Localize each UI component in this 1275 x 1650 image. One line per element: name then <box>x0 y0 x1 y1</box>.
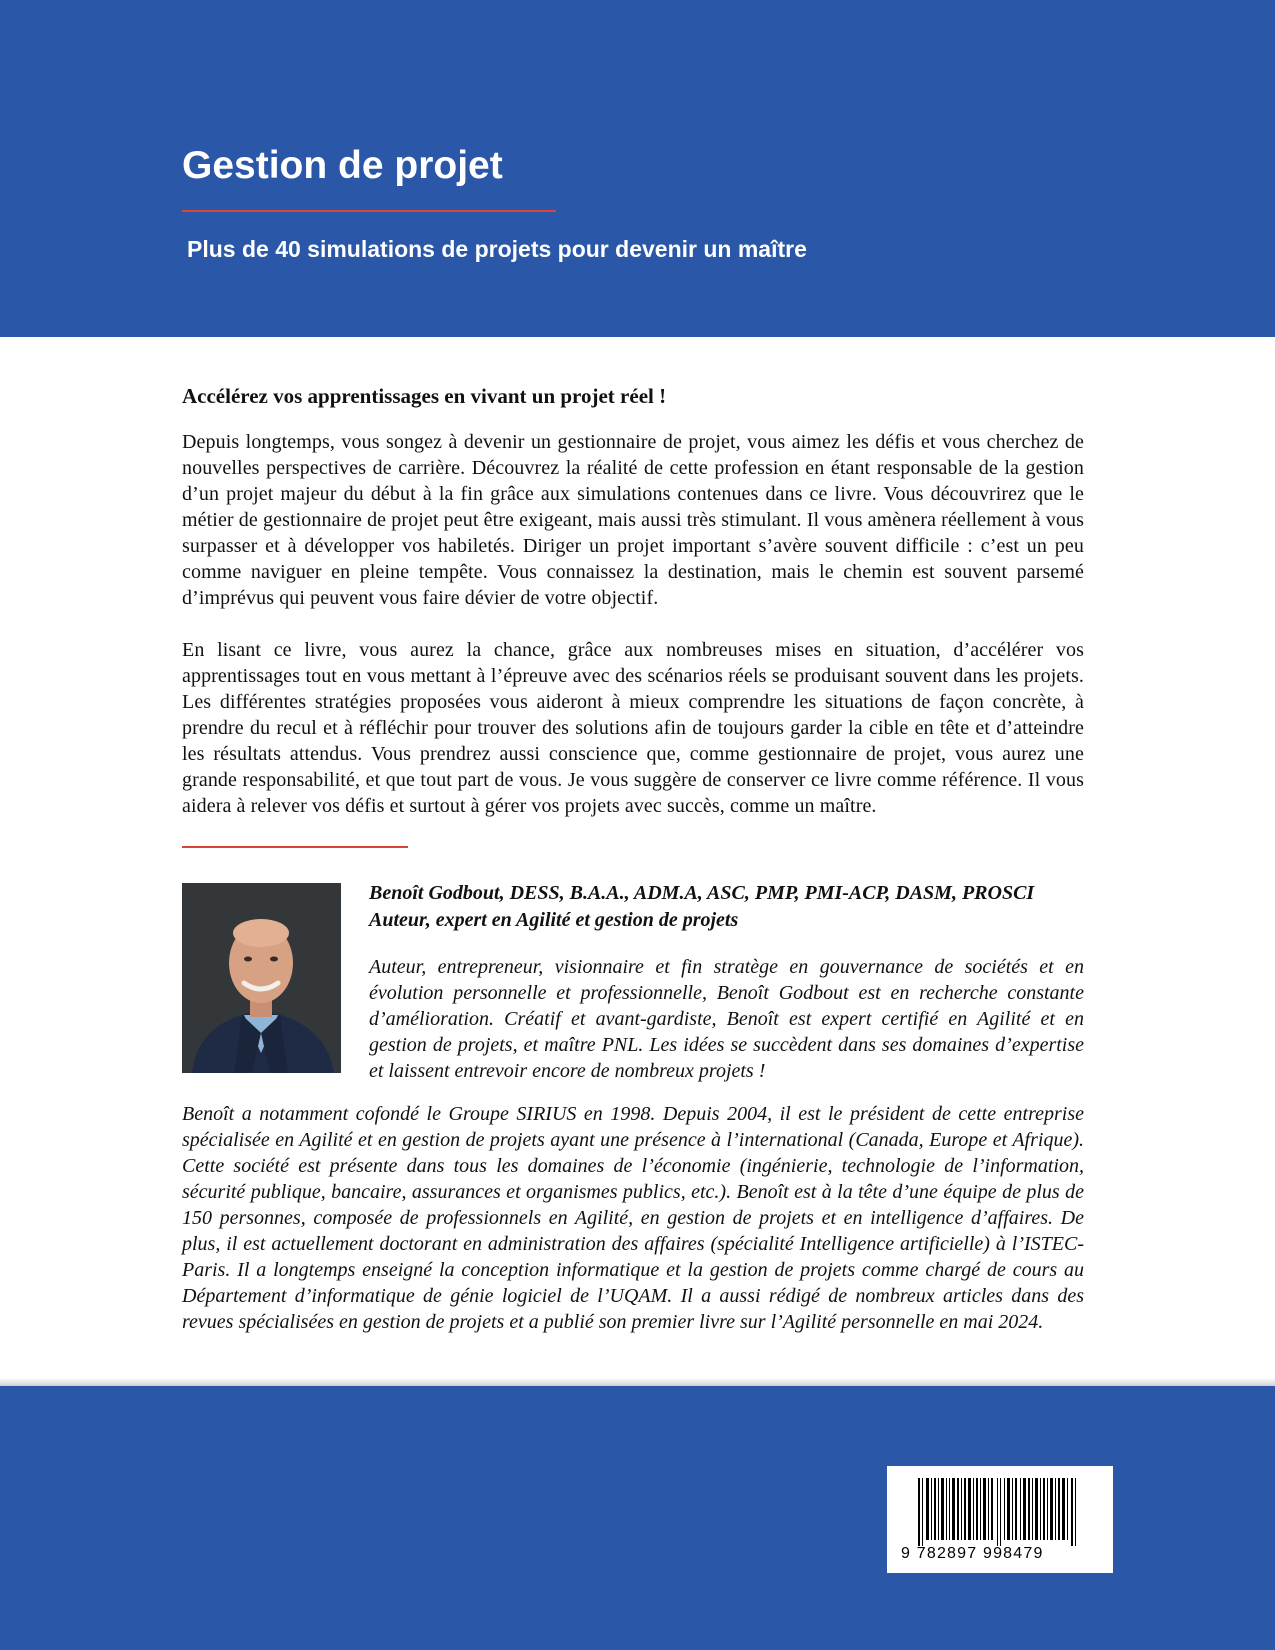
section-divider <box>182 846 408 848</box>
author-bio-short: Auteur, entrepreneur, visionnaire et fin stratège en gouvernance de sociétés et en évolution personnelle et professionnelle, Benoît Godbout est en recherche constante d’amélioration. Créatif et avant-gardiste, Benoît est expert certifié en Agilité et en gestion de projets, et maître PNL. Les idées se succèdent dans ses domaines d’expertise et laissent entrevoir encore de nombreux projets ! <box>369 956 1084 1082</box>
author-bio-long: Benoît a notamment cofondé le Groupe SIRIUS en 1998. Depuis 2004, il est le président de cette entreprise spécialisée en Agilité et en gestion de projets ayant une présence à l’international (Canada, Europe et Afrique). Cette société est présente dans tous les domaines de l’économie (ingénierie, technologie de l’information, sécurité publique, bancaire, assurances et organismes publics, etc.). Benoît est à la tête d’une équipe de plus de 150 personnes, composée de professionnels en Agilité, en gestion de projets et en intelligence d’affaires. De plus, il est actuellement doctorant en administration des affaires (spécialité Intelligence artificielle) à l’ISTEC-Paris. Il a longtemps enseigné la conception informatique et la gestion de projets comme chargé de cours au Département d’informatique de génie logiciel de l’UQAM. Il a aussi rédigé de nombreux articles dans des revues spécialisées en gestion de projets et a publié son premier livre sur l’Agilité personnelle en mai 2024. <box>182 1103 1084 1333</box>
footer-shadow <box>0 1378 1275 1386</box>
author-portrait-illustration <box>182 883 341 1073</box>
book-subtitle: Plus de 40 simulations de projets pour devenir un maître <box>187 236 807 262</box>
author-photo <box>182 883 341 1073</box>
book-title: Gestion de projet <box>182 144 503 187</box>
isbn-barcode <box>887 1466 1113 1573</box>
description-paragraph-1: Depuis longtemps, vous songez à devenir un gestionnaire de projet, vous aimez les défis et vous cherchez de nouvelles perspectives de carrière. Découvrez la réalité de cette profession en étant responsable de la gestion d’un projet majeur du début à la fin grâce aux simulations contenues dans ce livre. Vous découvrirez que le métier de gestionnaire de projet peut être exigeant, mais aussi très stimulant. Il vous amènera réellement à vous surpasser et à développer vos habiletés. Diriger un projet important s’avère souvent difficile : c’est un peu comme naviguer en pleine tempête. Vous connaissez la destination, mais le chemin est souvent parsemé d’imprévus qui peuvent vous faire dévier de votre objectif. <box>182 431 1084 610</box>
isbn-number: 9 782897 998479 <box>901 1545 1044 1562</box>
description-headline: Accélérez vos apprentissages en vivant un projet réel ! <box>182 384 667 408</box>
author-role: Auteur, expert en Agilité et gestion de projets <box>369 909 739 931</box>
barcode-bars <box>887 1466 1113 1546</box>
description-section <box>182 384 1084 845</box>
author-section <box>369 880 1084 1084</box>
title-underline <box>182 210 556 212</box>
author-name: Benoît Godbout, DESS, B.A.A., ADM.A, ASC, PMP, PMI-ACP, DASM, PROSCI <box>369 882 1035 904</box>
description-paragraph-2: En lisant ce livre, vous aurez la chance, grâce aux nombreuses mises en situation, d’accélérer vos apprentissages tout en vous mettant à l’épreuve avec des scénarios réels se produisant souvent dans les projets. Les différentes stratégies proposées vous aideront à mieux comprendre les situations de façon concrète, à prendre du recul et à réfléchir pour trouver des solutions afin de toujours garder la cible en tête et d’atteindre les résultats attendus. Vous prendrez aussi conscience que, comme gestionnaire de projet, vous aurez une grande responsabilité, et que tout part de vous. Je vous suggère de conserver ce livre comme référence. Il vous aidera à relever vos défis et surtout à gérer vos projets avec succès, comme un maître. <box>182 639 1084 818</box>
